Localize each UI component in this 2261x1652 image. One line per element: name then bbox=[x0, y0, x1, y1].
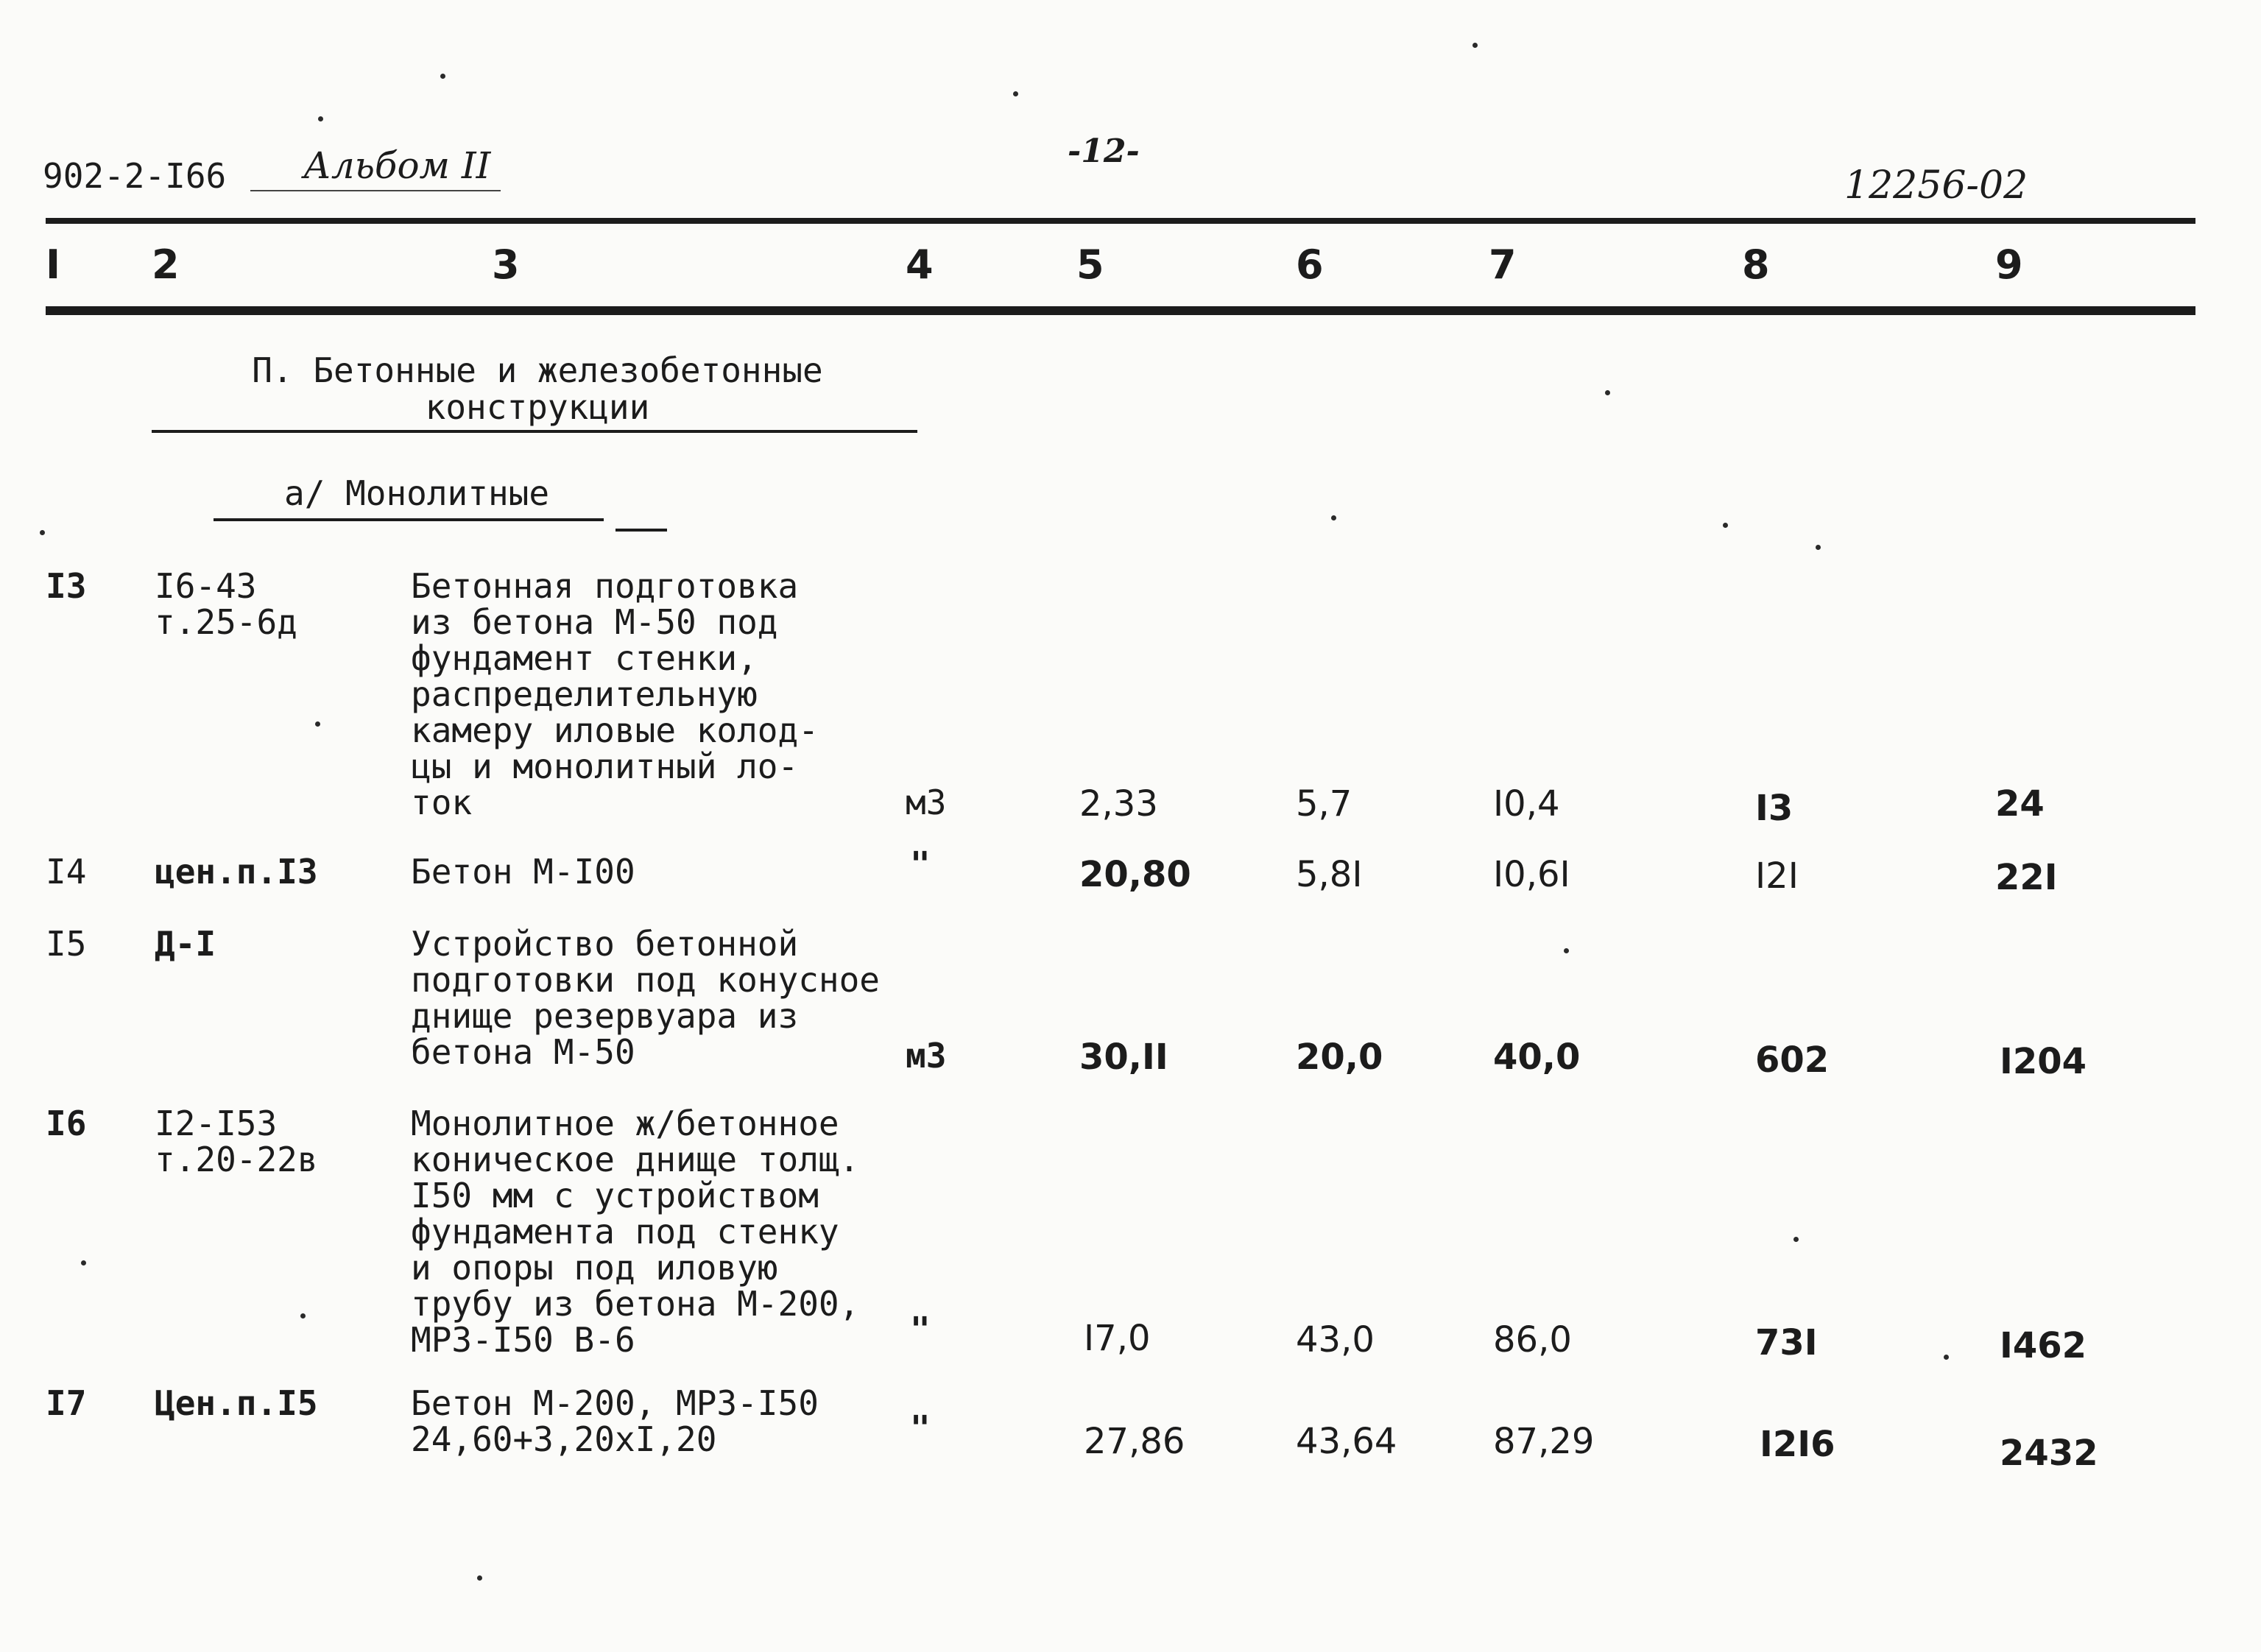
row-col9: I204 bbox=[2000, 1041, 2087, 1082]
row-col8: I3 bbox=[1755, 788, 1793, 829]
row-col6: 20,0 bbox=[1296, 1037, 1383, 1078]
speck bbox=[1564, 948, 1569, 953]
row-col9: 22I bbox=[1995, 857, 2058, 898]
speck bbox=[477, 1575, 482, 1581]
row-code: Д-I bbox=[155, 924, 216, 964]
speck bbox=[1472, 43, 1478, 48]
section-title-underline bbox=[152, 430, 917, 433]
speck bbox=[315, 721, 320, 727]
row-col8: 602 bbox=[1755, 1039, 1830, 1081]
column-number-7: 7 bbox=[1489, 241, 1517, 288]
row-col8: I2I bbox=[1755, 855, 1799, 897]
row-col9: I462 bbox=[2000, 1325, 2087, 1366]
row-col9: 2432 bbox=[2000, 1433, 2098, 1474]
speck bbox=[1793, 1237, 1799, 1242]
row-quantity: 2,33 bbox=[1079, 783, 1158, 825]
column-number-2: 2 bbox=[152, 241, 180, 288]
album-underline bbox=[250, 190, 501, 191]
column-number-4: 4 bbox=[906, 241, 934, 288]
row-code: I2-I53 т.20-22в bbox=[155, 1104, 318, 1179]
section-subtitle-underline bbox=[214, 518, 604, 521]
row-col7: 86,0 bbox=[1493, 1319, 1572, 1360]
speck bbox=[1331, 515, 1336, 520]
header-rule-bottom bbox=[46, 306, 2195, 315]
row-unit: " bbox=[910, 844, 931, 884]
speck bbox=[440, 74, 445, 79]
row-number: I7 bbox=[46, 1383, 87, 1423]
row-unit: м3 bbox=[906, 1036, 947, 1076]
row-description: Бетон М-I00 bbox=[411, 852, 635, 892]
section-subtitle: а/ Монолитные bbox=[284, 473, 550, 513]
page-number: -12- bbox=[1068, 133, 1140, 170]
document-code: 902-2-I66 bbox=[43, 156, 227, 196]
column-number-1: I bbox=[46, 241, 61, 288]
row-col7: I0,6I bbox=[1493, 854, 1570, 895]
row-col9: 24 bbox=[1995, 783, 2045, 825]
row-unit: " bbox=[910, 1310, 931, 1349]
column-number-3: 3 bbox=[492, 241, 520, 288]
row-col6: 5,8I bbox=[1296, 854, 1363, 895]
speck bbox=[1816, 545, 1821, 550]
row-col7: 87,29 bbox=[1493, 1421, 1595, 1462]
row-col8: 73I bbox=[1755, 1322, 1818, 1363]
column-number-8: 8 bbox=[1742, 241, 1770, 288]
row-number: I3 bbox=[46, 566, 87, 606]
row-code: цен.п.I3 bbox=[155, 852, 318, 892]
row-col8: I2I6 bbox=[1760, 1424, 1835, 1465]
album-label: Альбом II bbox=[303, 144, 491, 187]
speck bbox=[1605, 390, 1610, 395]
speck bbox=[1944, 1355, 1949, 1360]
row-quantity: 20,80 bbox=[1079, 854, 1191, 895]
speck bbox=[81, 1260, 86, 1266]
section-subtitle-underline-tail bbox=[615, 529, 667, 532]
row-description: Бетон М-200, МРЗ-I50 24,60+3,20хI,20 bbox=[411, 1383, 819, 1459]
row-col6: 43,64 bbox=[1296, 1421, 1397, 1462]
row-quantity: 30,II bbox=[1079, 1037, 1168, 1078]
row-quantity: 27,86 bbox=[1084, 1421, 1185, 1462]
row-unit: " bbox=[910, 1408, 931, 1448]
row-description: Бетонная подготовка из бетона М-50 под фундамент стенки, распределительную камеру иловые колод- цы и монолитный ло- ток bbox=[411, 566, 819, 822]
row-number: I5 bbox=[46, 924, 87, 964]
row-unit: м3 bbox=[906, 783, 947, 822]
row-col7: 40,0 bbox=[1493, 1037, 1581, 1078]
row-col6: 43,0 bbox=[1296, 1319, 1375, 1360]
row-description: Монолитное ж/бетонное коническое днище толщ. I50 мм с устройством фундамента под стенку и опоры под иловую трубу из бетона М-200, МРЗ-I50 В-6 bbox=[411, 1104, 860, 1360]
row-col7: I0,4 bbox=[1493, 783, 1560, 825]
row-code: I6-43 т.25-6д bbox=[155, 566, 297, 642]
speck bbox=[40, 530, 45, 535]
column-number-9: 9 bbox=[1995, 241, 2023, 288]
row-col6: 5,7 bbox=[1296, 783, 1352, 825]
speck bbox=[1013, 91, 1018, 96]
row-code: Цен.п.I5 bbox=[155, 1383, 318, 1423]
row-number: I4 bbox=[46, 852, 87, 892]
row-number: I6 bbox=[46, 1104, 87, 1143]
row-quantity: I7,0 bbox=[1084, 1318, 1151, 1359]
inventory-number: 12256-02 bbox=[1844, 163, 2028, 208]
header-rule-top bbox=[46, 218, 2195, 224]
section-title: П. Бетонные и железобетонные конструкции bbox=[252, 350, 823, 427]
speck bbox=[300, 1313, 306, 1319]
speck bbox=[318, 116, 323, 121]
row-description: Устройство бетонной подготовки под конусное днище резервуара из бетона М-50 bbox=[411, 924, 880, 1072]
column-number-6: 6 bbox=[1296, 241, 1324, 288]
speck bbox=[1723, 523, 1728, 528]
column-number-5: 5 bbox=[1076, 241, 1104, 288]
